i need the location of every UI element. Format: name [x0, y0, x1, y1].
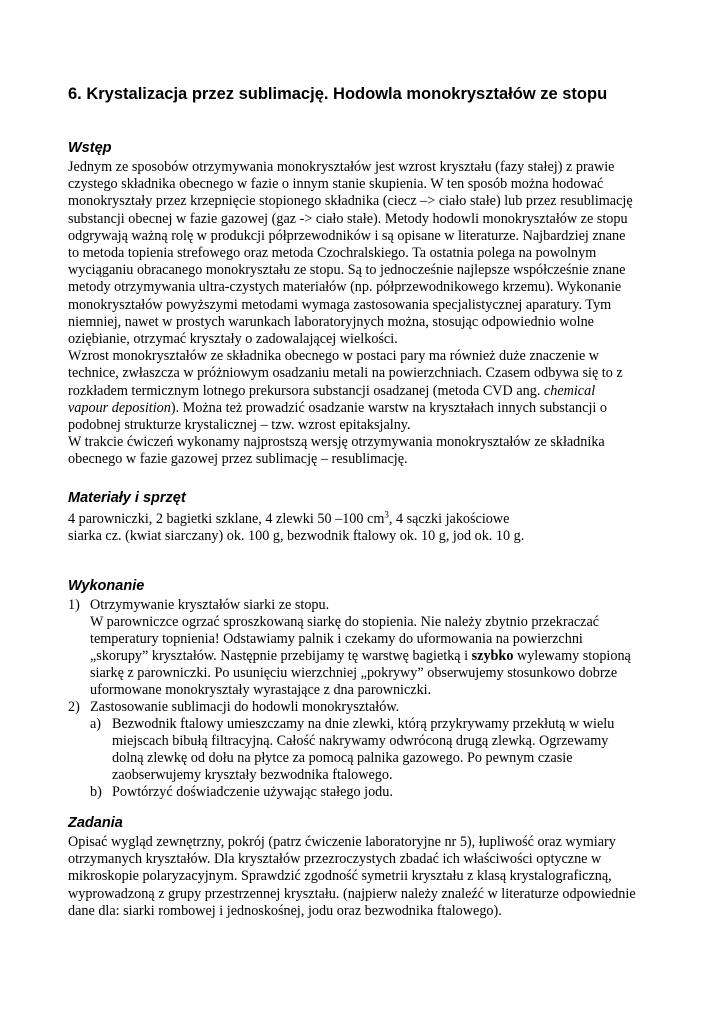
section-body-materialy: [68, 511, 668, 545]
list-item-title: Otrzymywanie kryształów siarki ze stopu.: [90, 597, 330, 613]
line-text: , 4 sączki jakościowe: [388, 511, 510, 527]
section-body-wykonanie: [68, 597, 668, 801]
list-item-line: siarkę z parowniczki. Po usunięciu wierzchniej „pokrywy” obserwujemy stosunkowo dobrze: [90, 665, 618, 681]
materials-line: [68, 511, 668, 528]
section-heading-zadania: Zadania: [68, 815, 123, 831]
paragraph-line: podobnej strukturze krystalicznej – tzw. wzrost epitaksjalny.: [68, 417, 411, 434]
paragraph-line: substancji obecnej w fazie gazowej (gaz -> ciało stałe). Metody hodowli monokryształów ze stopu: [68, 210, 628, 227]
list-number: 1): [68, 597, 80, 613]
list-item-2: [68, 699, 668, 716]
paragraph-line: odgrywają ważną rolę w produkcji półprzewodników i są opisane w literaturze. Najbardziej znane: [68, 227, 626, 244]
paragraph-line: Jednym ze sposobów otrzymywania monokryształów jest wzrost kryształu (fazy stałej) z prawie: [68, 159, 615, 175]
paragraph-line: to metoda topienia strefowego oraz metoda Czochralskiego. Ta ostatnia polega na powolnym: [68, 245, 597, 262]
line-text: wylewamy stopioną: [513, 648, 631, 664]
line-text: „skorupy” kryształów. Następnie przebijamy tę warstwę bagietką i: [90, 648, 472, 664]
section-body-wstep: [68, 159, 668, 469]
materials-line: siarka cz. (kwiat siarczany) ok. 100 g, bezwodnik ftalowy ok. 10 g, jod ok. 10 g.: [68, 528, 525, 545]
line-text: rozkładem termicznym lotnego prekursora substancji osadzanej (metoda CVD ang.: [68, 382, 544, 399]
paragraph-line: niemniej, nawet w prostych warunkach laboratoryjnych można, stosując odpowiednio wolne: [68, 313, 594, 330]
paragraph-line: czystego składnika obecnego w fazie o innym stanie skupienia. W ten sposób można hodować: [68, 176, 604, 193]
italic-term: chemical: [543, 382, 596, 399]
paragraph-line: mikroskopie polaryzacyjnym. Sprawdzić zgodność symetrii kryształu z klasą krystalograficzną,: [68, 868, 612, 885]
sub-item-b: [68, 784, 668, 801]
paragraph-line: monokryształów powyższymi metodami wymaga zastosowania specjalistycznej aparatury. Tym: [68, 296, 612, 313]
section-heading-wykonanie: Wykonanie: [68, 578, 145, 594]
paragraph-line: metody otrzymywania ultra-czystych materiałów (np. półprzewodnikowego krzemu). Wykonanie: [68, 279, 622, 296]
list-item-line: temperatury topnienia! Odstawiamy palnik i czekamy do uformowania na powierzchni: [90, 631, 583, 647]
line-text: Bezwodnik ftalowy umieszczamy na dnie zlewki, którą przykrywamy przekłutą w wielu: [112, 716, 615, 732]
paragraph-line: otrzymanych kryształów. Dla kryształów przezroczystych zbadać ich właściwości optyczne w: [68, 851, 602, 868]
list-item-line: W parowniczce ogrzać sproszkowaną siarkę do stopienia. Nie należy zbytnio przekraczać: [90, 614, 600, 630]
sub-item-line: miejscach bibułą filtracyjną. Całość nakrywamy odwróconą drugą zlewką. Ogrzewamy: [112, 733, 609, 749]
sub-item-line: zaobserwujemy kryształy bezwodnika ftalowego.: [112, 767, 393, 783]
italic-term: vapour deposition: [68, 399, 171, 416]
paragraph-line: Opisać wygląd zewnętrzny, pokrój (patrz ćwiczenie laboratoryjne nr 5), łupliwość oraz wymiary: [68, 834, 616, 850]
list-item-line: [68, 648, 668, 665]
paragraph-line: wyciąganiu obracanego monokryształu ze stopu. Są to jednocześnie najlepsze współcześnie znane: [68, 262, 626, 279]
paragraph-line: oziębianie, otrzymać kryształy o zadowalającej wielkości.: [68, 331, 398, 348]
page-title: 6. Krystalizacja przez sublimację. Hodowla monokryształów ze stopu: [68, 85, 608, 103]
paragraph-line: Wzrost monokryształów ze składnika obecnego w postaci pary ma również duże znaczenie w: [68, 348, 600, 365]
sub-item-line: dolną zlewkę od dołu na płytce za pomocą palnika gazowego. Po pewnym czasie: [112, 750, 573, 766]
paragraph-line: [68, 383, 668, 400]
list-item-1: [68, 597, 668, 614]
line-text: ). Można też prowadzić osadzanie warstw na kryształach innych substancji o: [170, 399, 607, 416]
paragraph-line: technice, zwłaszcza w próżniowym osadzaniu metali na powierzchniach. Czasem odbywa się to z: [68, 365, 623, 382]
paragraph-line: W trakcie ćwiczeń wykonamy najprostszą wersję otrzymywania monokryształów ze składnika: [68, 434, 605, 451]
line-text: Powtórzyć doświadczenie używając stałego jodu.: [112, 784, 393, 800]
paragraph-line: monokryształy przez krzepnięcie stopionego składnika (ciecz –> ciało stałe) lub przez resublimację: [68, 193, 633, 210]
section-body-zadania: [68, 834, 668, 920]
list-number: 2): [68, 699, 80, 715]
sub-item-label: b): [90, 784, 102, 800]
paragraph-line: wyprowadzoną z grupy przestrzennej kryształu. (najpierw należy znaleźć w literaturze odpowiednie: [68, 885, 636, 902]
paragraph-line: dane dla: siarki rombowej i jednoskośnej, jodu oraz bezwodnika ftalowego).: [68, 902, 502, 919]
superscript: 3: [384, 509, 389, 520]
list-item-title: Zastosowanie sublimacji do hodowli monokryształów.: [90, 699, 400, 715]
bold-emphasis: szybko: [471, 648, 514, 664]
line-text: 4 parowniczki, 2 bagietki szklane, 4 zlewki 50 –100 cm: [68, 511, 385, 527]
paragraph-line: obecnego w fazie gazowej przez sublimację – resublimację.: [68, 451, 408, 468]
sub-item-a: [68, 716, 668, 733]
list-item-line: uformowane monokryształy wyrastające z dna parowniczki.: [90, 682, 432, 698]
section-heading-materialy: Materiały i sprzęt: [68, 490, 186, 506]
paragraph-line: [68, 400, 668, 417]
section-heading-wstep: Wstęp: [68, 140, 112, 156]
sub-item-label: a): [90, 716, 102, 732]
